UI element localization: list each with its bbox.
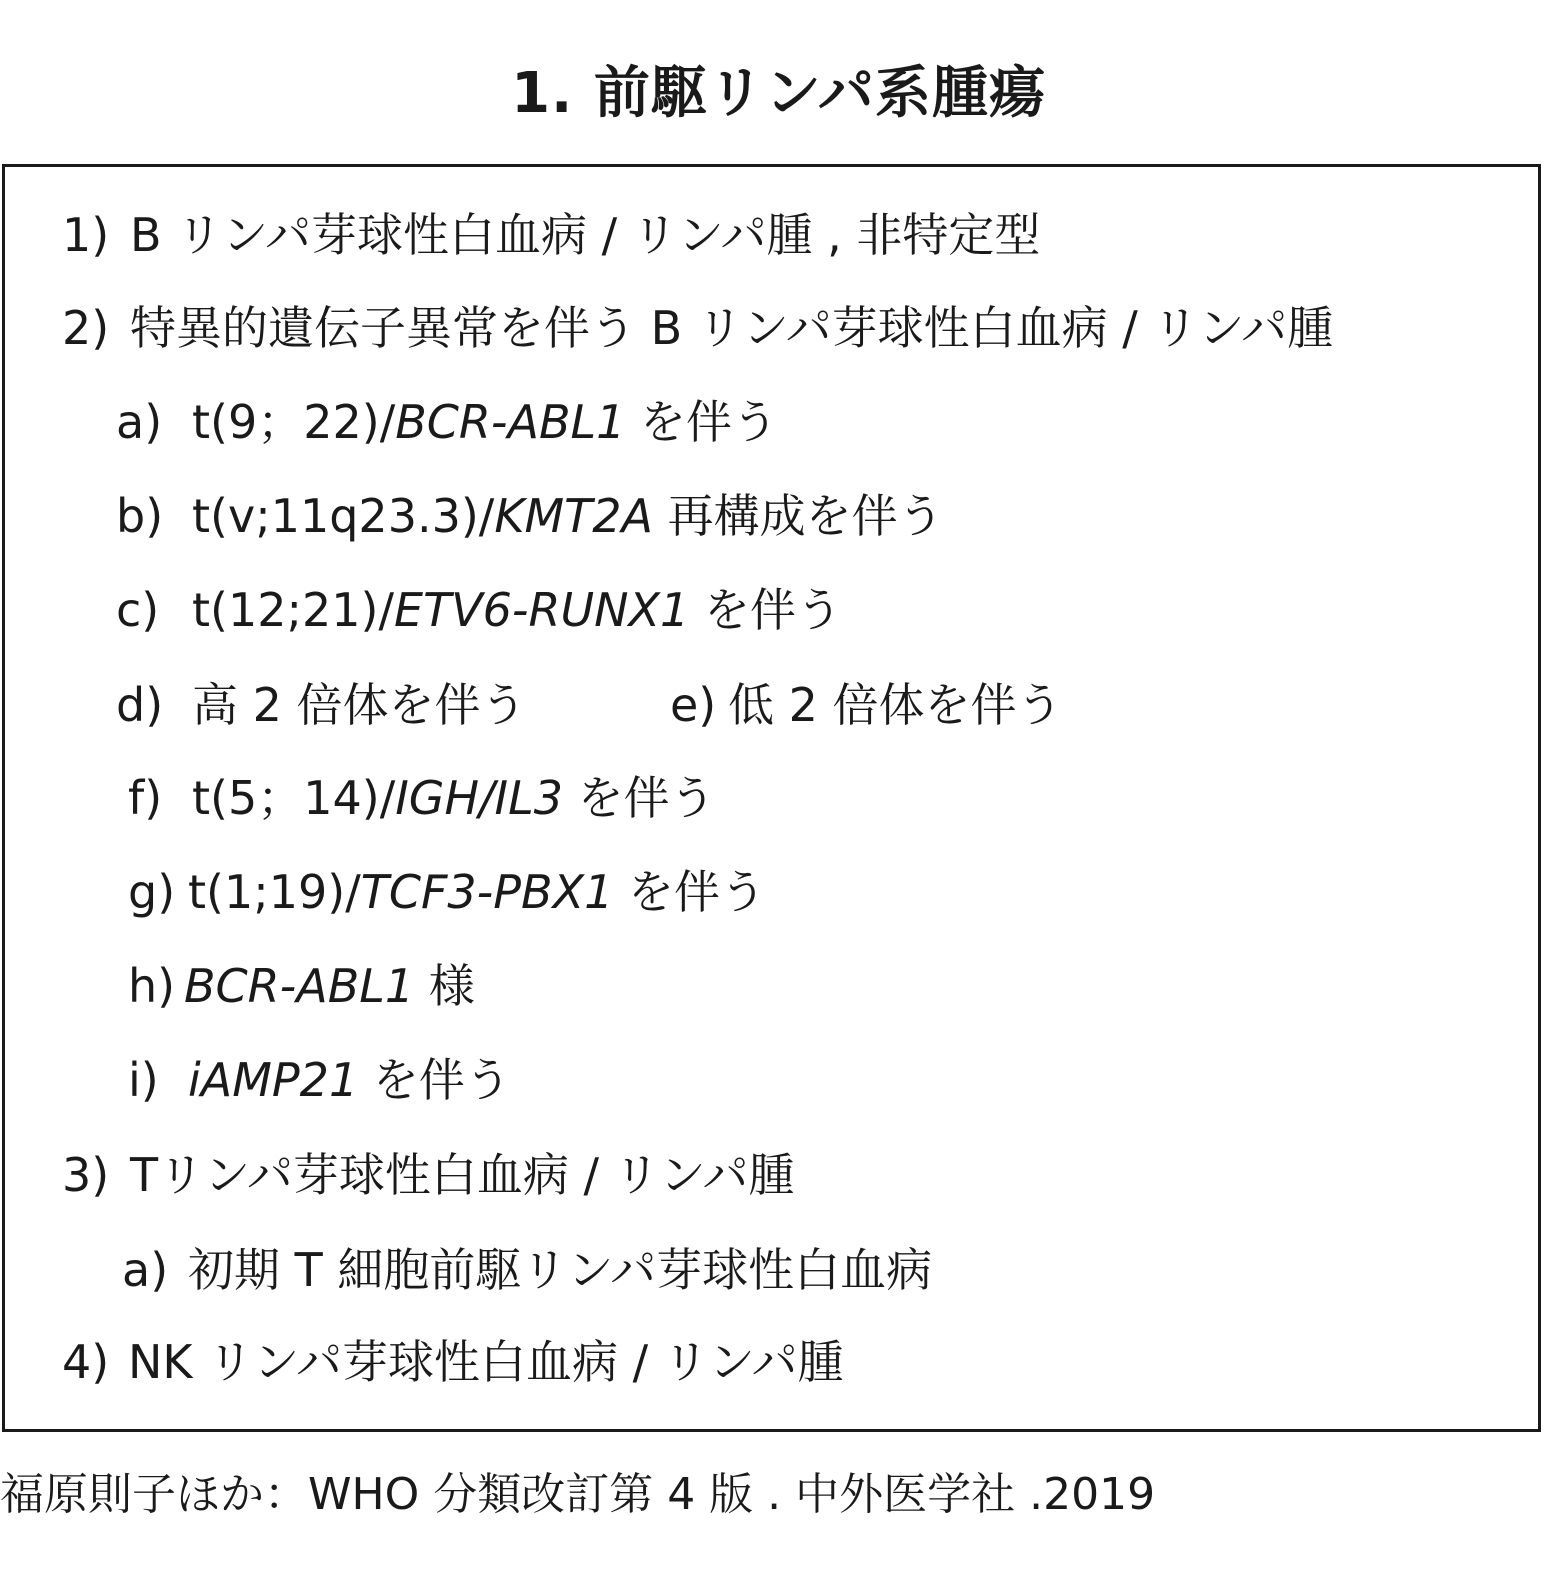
sub-item-f	[128, 768, 716, 828]
karyotype-text: t(9；22)/	[192, 395, 396, 449]
sub-item-d	[116, 675, 527, 735]
item-number: 4)	[62, 1335, 110, 1389]
item-text: 初期 T 細胞前駆リンパ芽球性白血病	[188, 1243, 933, 1297]
item-number: 3)	[62, 1148, 110, 1202]
item-text: B リンパ芽球性白血病 / リンパ腫 , 非特定型	[130, 208, 1041, 262]
karyotype-text: t(v;11q23.3)/	[192, 489, 495, 543]
item-letter: a)	[122, 1243, 169, 1297]
item-text: 高 2 倍体を伴う	[192, 678, 527, 732]
list-item-4	[62, 1332, 844, 1392]
item-number: 1)	[62, 208, 110, 262]
item-suffix: を伴う	[563, 771, 716, 825]
page-title: 1. 前駆リンパ系腫瘍	[511, 61, 1046, 126]
item-text: Tリンパ芽球性白血病 / リンパ腫	[130, 1148, 795, 1202]
item-text: NK リンパ芽球性白血病 / リンパ腫	[128, 1335, 844, 1389]
item-letter: d)	[116, 678, 164, 732]
gene-name: BCR-ABL1	[184, 959, 415, 1013]
item-letter: c)	[116, 583, 160, 637]
gene-name: KMT2A	[494, 489, 653, 543]
item-number: 2)	[62, 301, 110, 355]
list-item-1	[62, 205, 1040, 265]
sub-item-3a	[122, 1240, 932, 1300]
sub-item-i	[128, 1050, 511, 1110]
sub-item-g	[128, 862, 766, 922]
item-letter: a)	[116, 395, 163, 449]
sub-item-c	[116, 580, 842, 640]
item-letter: i)	[128, 1053, 159, 1107]
item-letter: h)	[128, 959, 176, 1013]
gene-name: IGH/IL3	[395, 771, 563, 825]
item-letter: g)	[128, 865, 176, 919]
item-suffix: 再構成を伴う	[653, 489, 944, 543]
sub-item-h	[128, 956, 475, 1016]
sub-item-b	[116, 486, 944, 546]
gene-name: BCR-ABL1	[395, 395, 626, 449]
gene-name: TCF3-PBX1	[360, 865, 614, 919]
list-item-2	[62, 298, 1333, 358]
item-letter: f)	[128, 771, 163, 825]
item-suffix: を伴う	[613, 865, 766, 919]
item-text: 低 2 倍体を伴う	[728, 678, 1063, 732]
item-letter: e)	[670, 678, 717, 732]
karyotype-text: t(1;19)/	[188, 865, 361, 919]
list-item-3	[62, 1145, 794, 1205]
sub-item-a	[116, 392, 778, 452]
gene-name: ETV6-RUNX1	[394, 583, 690, 637]
item-suffix: を伴う	[689, 583, 842, 637]
item-text: 特異的遺伝子異常を伴う B リンパ芽球性白血病 / リンパ腫	[130, 301, 1334, 355]
source-citation: 福原則子ほか：WHO 分類改訂第 4 版 . 中外医学社 .2019	[0, 1469, 1156, 1520]
item-suffix: を伴う	[625, 395, 779, 449]
karyotype-text: t(12;21)/	[192, 583, 394, 637]
item-letter: b)	[116, 489, 164, 543]
sub-item-e	[670, 675, 1063, 735]
item-suffix: 様	[414, 959, 475, 1013]
item-suffix: を伴う	[358, 1053, 511, 1107]
karyotype-text: t(5；14)/	[192, 771, 396, 825]
gene-name: iAMP21	[188, 1053, 359, 1107]
